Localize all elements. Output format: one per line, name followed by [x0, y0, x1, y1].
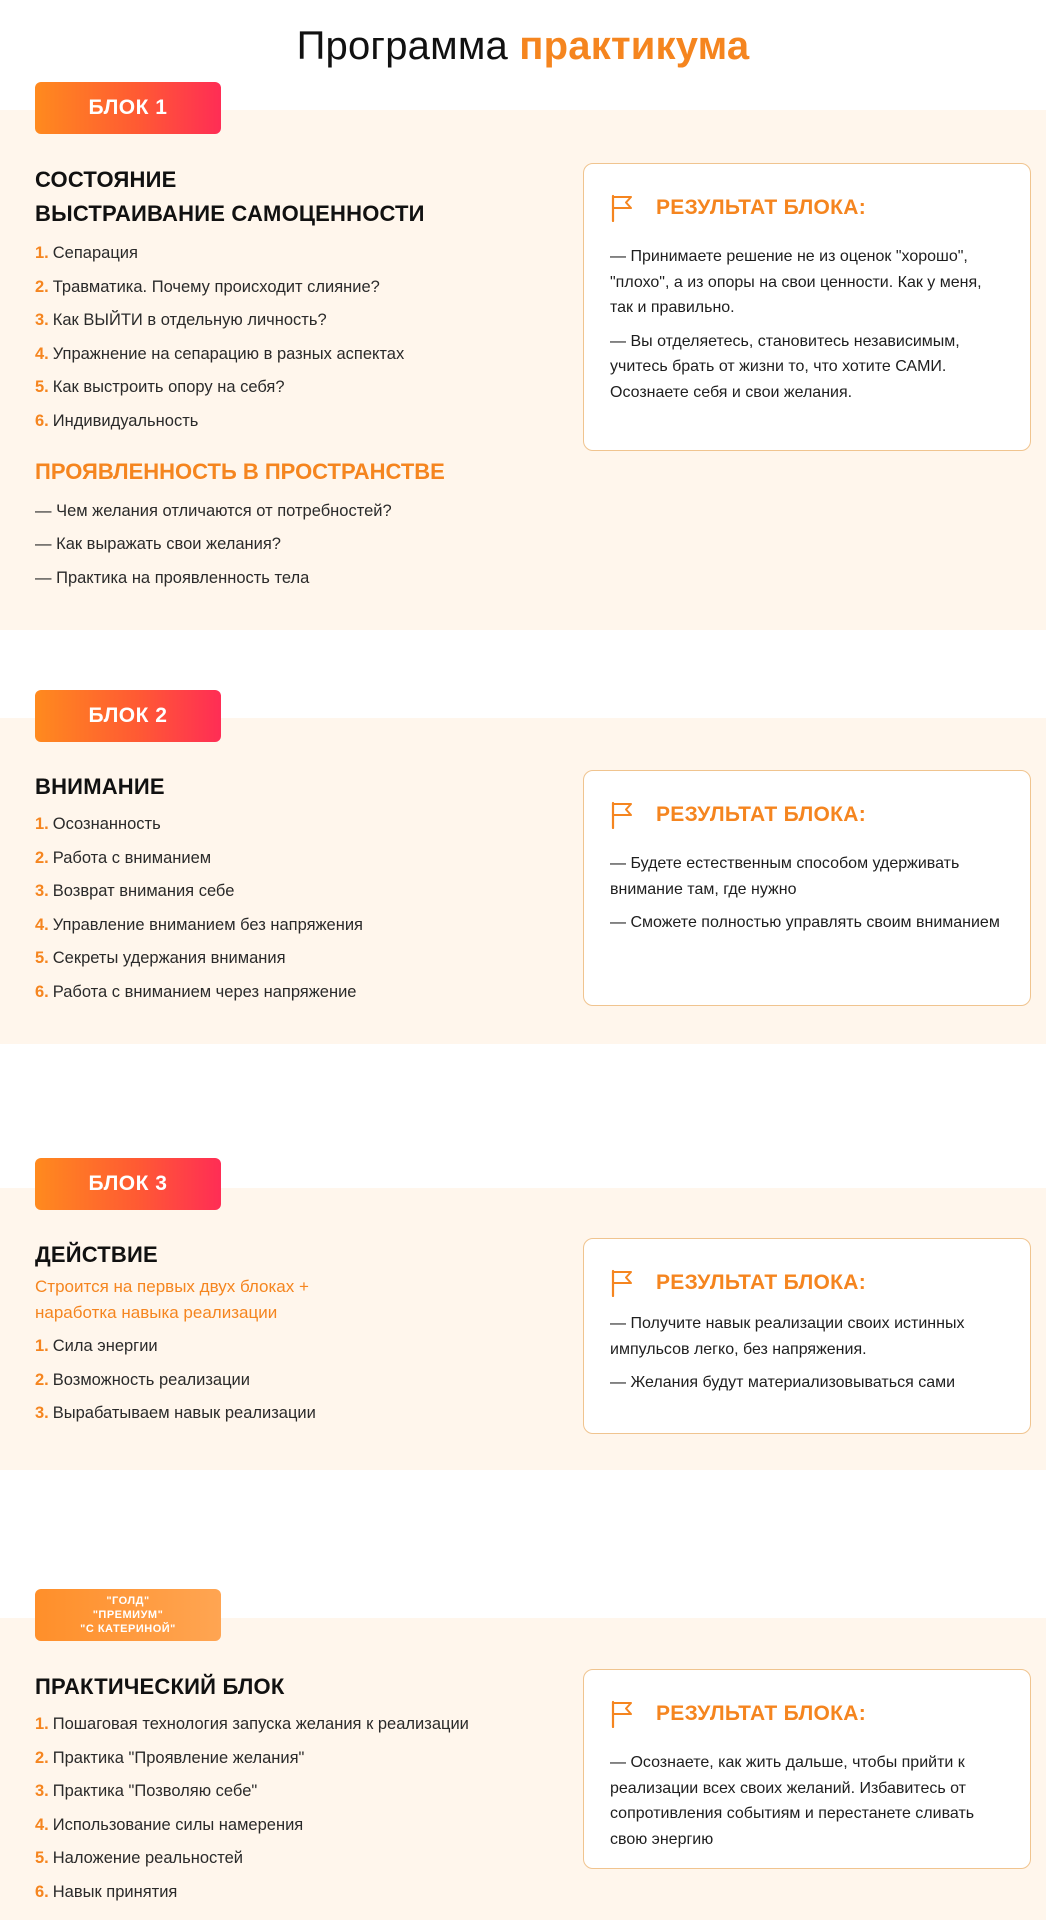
premium-badge [35, 1589, 221, 1641]
block-1-badge: БЛОК 1 [35, 82, 221, 134]
block-1-heading-2: ВЫСТРАИВАНИЕ САМОЦЕННОСТИ [35, 201, 425, 226]
list-item-text: Пошаговая технология запуска желания к реализации [52, 1715, 469, 1733]
flag-icon [610, 1269, 636, 1297]
flag-icon [610, 801, 636, 829]
list-item-number: 3. [35, 1404, 49, 1423]
page-title [0, 24, 1046, 69]
list-item-text: Травматика. Почему происходит слияние? [52, 277, 380, 296]
list-item [35, 976, 555, 1010]
list-item [35, 1876, 555, 1910]
result-header [610, 1700, 1004, 1728]
block-3-list [35, 1330, 555, 1431]
list-item-number: 2. [35, 1370, 49, 1389]
list-item-text: Управление вниманием без напряжения [52, 915, 363, 934]
list-item-number: 1. [35, 815, 49, 833]
list-item [35, 1330, 555, 1364]
result-text: — Вы отделяетесь, становитесь независимым, учитесь брать от жизни то, что хотите САМИ. Осознаете себя и свои желания. [610, 332, 960, 401]
list-item-number: 1. [35, 244, 49, 262]
list-item [35, 1397, 555, 1431]
list-item-text: Осознанность [52, 815, 161, 833]
block-3-result-card [583, 1238, 1031, 1434]
badge-line: "ПРЕМИУМ" [92, 1609, 164, 1621]
list-item-number: 2. [35, 848, 49, 867]
badge-line: "ГОЛД" [106, 1595, 150, 1607]
list-item [35, 942, 555, 976]
result-text: — Сможете полностью управлять своим вниманием [610, 914, 1000, 931]
list-item-text: Работа с вниманием через напряжение [52, 982, 357, 1001]
block-4-list [35, 1708, 555, 1910]
list-item-text: Как выстроить опору на себя? [52, 378, 285, 397]
block-3-subtext-2: наработка навыка реализации [35, 1303, 278, 1322]
list-item-number: 6. [35, 1882, 49, 1901]
result-text: — Осознаете, как жить дальше, чтобы прийти к реализации всех своих желаний. Избавитесь от сопротивления событиям и перестанете сливать свою энергию [610, 1754, 975, 1848]
list-item-text: Навык принятия [52, 1882, 178, 1901]
list-item-text: Работа с вниманием [52, 848, 212, 867]
result-text: — Желания будут материализовываться сами [610, 1374, 956, 1391]
list-item [35, 1842, 555, 1876]
list-item [35, 271, 555, 305]
block-3-heading: ДЕЙСТВИЕ [35, 1242, 158, 1267]
list-item [35, 405, 555, 439]
list-item: — Как выражать свои желания? [35, 535, 281, 554]
list-item-text: Индивидуальность [52, 411, 199, 430]
list-item [35, 1708, 555, 1742]
page-title-prefix: Программа [296, 24, 508, 68]
list-item [35, 842, 555, 876]
list-item-number: 4. [35, 1815, 49, 1834]
block-3-content [35, 1238, 555, 1431]
result-title: РЕЗУЛЬТАТ БЛОКА: [656, 1271, 867, 1294]
list-item-number: 6. [35, 411, 49, 430]
list-item [35, 371, 555, 405]
list-item-number: 5. [35, 949, 49, 968]
badge-line: "С КАТЕРИНОЙ" [80, 1623, 176, 1635]
list-item [35, 338, 555, 372]
list-item-text: Сила энергии [52, 1337, 158, 1355]
block-2-content [35, 770, 555, 1010]
list-item-text: Упражнение на сепарацию в разных аспектах [52, 344, 405, 363]
result-text: — Будете естественным способом удерживать внимание там, где нужно [610, 855, 960, 898]
block-2-result-card [583, 770, 1031, 1006]
list-item-number: 3. [35, 1782, 49, 1801]
list-item-number: 3. [35, 882, 49, 901]
result-title: РЕЗУЛЬТАТ БЛОКА: [656, 196, 867, 219]
result-header [610, 194, 1004, 222]
list-item-number: 6. [35, 982, 49, 1001]
list-item-number: 4. [35, 915, 49, 934]
result-header [610, 1269, 1004, 1297]
list-item-number: 2. [35, 1748, 49, 1767]
list-item [35, 909, 555, 943]
flag-icon [610, 194, 636, 222]
result-text: — Принимаете решение не из оценок "хорошо", "плохо", а из опоры на свои ценности. Как у меня, так и правильно. [610, 248, 982, 316]
list-item-number: 5. [35, 1849, 49, 1868]
list-item-number: 5. [35, 378, 49, 397]
list-item [35, 808, 555, 842]
list-item-number: 3. [35, 311, 49, 330]
list-item [35, 237, 555, 271]
list-item-number: 1. [35, 1337, 49, 1355]
list-item [35, 1742, 555, 1776]
result-header [610, 801, 1004, 829]
result-text: — Получите навык реализации своих истинных импульсов легко, без напряжения. [610, 1315, 965, 1358]
block-4-content [35, 1670, 555, 1910]
block-1-heading: СОСТОЯНИЕ [35, 167, 177, 192]
block-3-subtext: Строится на первых двух блоках + [35, 1277, 309, 1296]
list-item: — Практика на проявленность тела [35, 568, 310, 587]
result-title: РЕЗУЛЬТАТ БЛОКА: [656, 803, 867, 826]
block-1-subheading: ПРОЯВЛЕННОСТЬ В ПРОСТРАНСТВЕ [35, 458, 445, 484]
list-item-text: Возврат внимания себе [52, 882, 235, 901]
list-item-text: Наложение реальностей [52, 1849, 244, 1868]
list-item [35, 875, 555, 909]
list-item-text: Секреты удержания внимания [52, 949, 286, 968]
list-item [35, 304, 555, 338]
result-title: РЕЗУЛЬТАТ БЛОКА: [656, 1702, 867, 1725]
list-item-number: 4. [35, 344, 49, 363]
page-title-accent: практикума [519, 24, 750, 68]
list-item [35, 1364, 555, 1398]
block-1-list [35, 237, 555, 439]
list-item: — Чем желания отличаются от потребностей? [35, 501, 392, 520]
block-1-dash-list [35, 495, 555, 596]
block-2-list [35, 808, 555, 1010]
list-item-text: Сепарация [52, 244, 138, 262]
block-4-heading: ПРАКТИЧЕСКИЙ БЛОК [35, 1674, 285, 1699]
flag-icon [610, 1700, 636, 1728]
block-2-badge: БЛОК 2 [35, 690, 221, 742]
block-1-result-card [583, 163, 1031, 451]
list-item-text: Вырабатываем навык реализации [52, 1404, 316, 1423]
list-item-number: 2. [35, 277, 49, 296]
list-item-text: Как ВЫЙТИ в отдельную личность? [52, 311, 327, 330]
list-item-text: Использование силы намерения [52, 1815, 304, 1834]
list-item-text: Практика "Позволяю себе" [52, 1782, 258, 1801]
list-item-text: Практика "Проявление желания" [52, 1748, 305, 1767]
list-item [35, 1809, 555, 1843]
list-item [35, 1775, 555, 1809]
list-item-text: Возможность реализации [52, 1370, 250, 1389]
block-4-result-card [583, 1669, 1031, 1869]
block-3-badge: БЛОК 3 [35, 1158, 221, 1210]
block-1-content [35, 163, 555, 595]
list-item-number: 1. [35, 1715, 49, 1733]
block-2-heading: ВНИМАНИЕ [35, 774, 165, 799]
